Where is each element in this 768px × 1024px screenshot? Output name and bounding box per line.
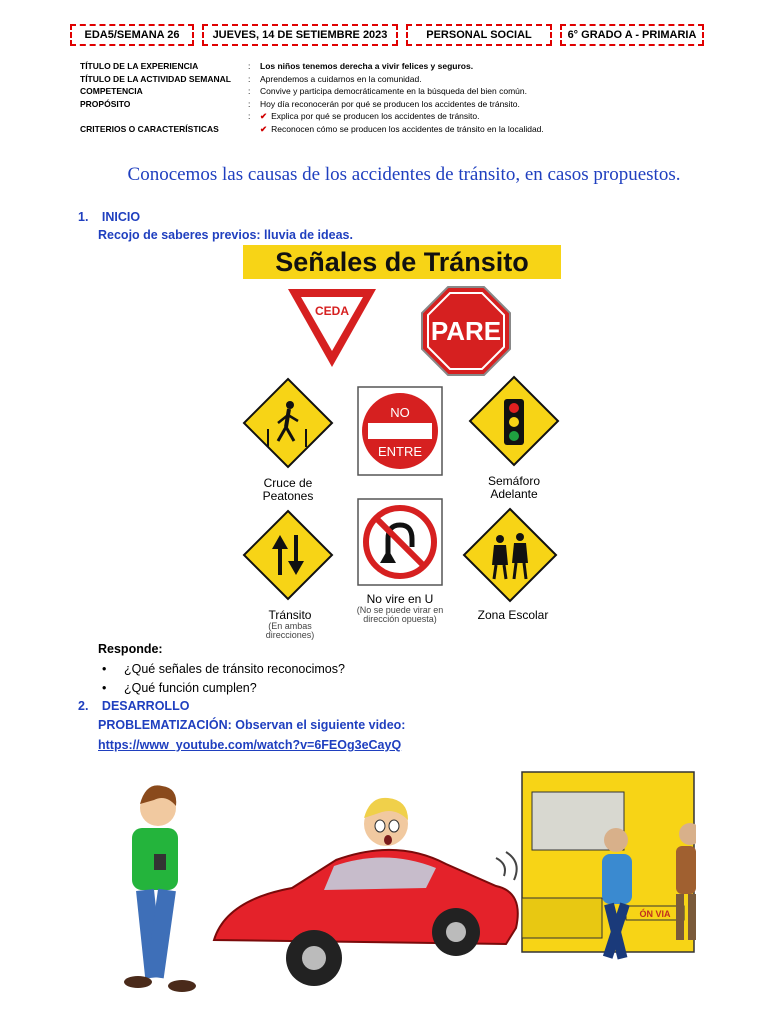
no-entry-label-2: ENTRE (377, 444, 423, 459)
accident-causes-illustration (96, 768, 696, 1008)
page-title: Conocemos las causas de los accidentes de tránsito, en casos propuestos. (127, 164, 681, 185)
checkmark-icon: ✔ (260, 111, 268, 121)
problematizacion-text: PROBLEMATIZACIÓN: Observan el siguiente video: (98, 718, 406, 732)
section-inicio-subtitle: Recojo de saberes previos: lluvia de ideas. (98, 228, 353, 242)
header-area: PERSONAL SOCIAL (406, 24, 552, 46)
youtube-video-link[interactable]: https://www_youtube.com/watch?v=6FEOg3eCayQ (98, 738, 402, 752)
section-desarrollo-heading: 2. DESARROLLO (78, 699, 190, 713)
sign-label-cruce: Cruce de Peatones (262, 476, 314, 503)
red-car-figure (214, 798, 518, 986)
activity-metadata (80, 60, 730, 135)
banner-title: Señales de Tránsito (275, 247, 529, 277)
traffic-signs-illustration (238, 243, 568, 643)
header-grado: 6° GRADO A - PRIMARIA (560, 24, 704, 46)
responde-heading: Responde: (98, 642, 163, 656)
school-zone-sign-icon (464, 509, 556, 601)
bus-sign-text: ÓN VIA (639, 909, 671, 919)
header-fecha: JUEVES, 14 DE SETIEMBRE 2023 (202, 24, 398, 46)
meta-row-actividad: TÍTULO DE LA ACTIVIDAD SEMANAL : Aprendemos a cuidarnos en la comunidad. (80, 73, 422, 84)
checkmark-icon: ✔ (260, 123, 268, 134)
truck-crossing-scene (522, 772, 696, 960)
yield-sign-label: CEDA (314, 304, 350, 318)
section-inicio-heading: 1. INICIO (78, 210, 141, 224)
stop-sign-label: PARE (430, 316, 502, 346)
meta-row-experiencia: TÍTULO DE LA EXPERIENCIA : Los niños tenemos derecha a vivir felices y seguros. (80, 61, 474, 71)
sign-label-semaforo: Semáforo Adelante (487, 474, 541, 501)
traffic-signs-poster (238, 243, 568, 643)
meta-row-proposito: PROPÓSITO : Hoy día reconocerán por qué se producen los accidentes de tránsito. (80, 98, 520, 109)
meta-row-criterio-1: : ✔ Explica por qué se producen los accidentes de tránsito. (248, 111, 480, 121)
distracted-boy-figure (124, 785, 196, 992)
meta-row-criterio-2: CRITERIOS O CARACTERÍSTICAS ✔ Reconocen cómo se producen los accidentes de tránsito en la localidad. (80, 123, 544, 134)
two-way-traffic-sign-icon (244, 511, 332, 599)
no-entry-label-1: NO (390, 405, 410, 420)
meta-row-competencia: COMPETENCIA : Convive y participa democráticamente en la búsqueda del bien común. (80, 86, 527, 96)
header-semana: EDA5/SEMANA 26 (70, 24, 194, 46)
sign-label-zona: Zona Escolar (477, 608, 549, 622)
question-1: • ¿Qué señales de tránsito reconocimos? (102, 662, 345, 676)
sign-label-novire: No vire en U (No se puede virar en dirección opuesta) (356, 592, 444, 624)
question-2: • ¿Qué función cumplen? (102, 681, 257, 695)
sign-label-transito: Tránsito (En ambas direcciones) (265, 608, 315, 640)
